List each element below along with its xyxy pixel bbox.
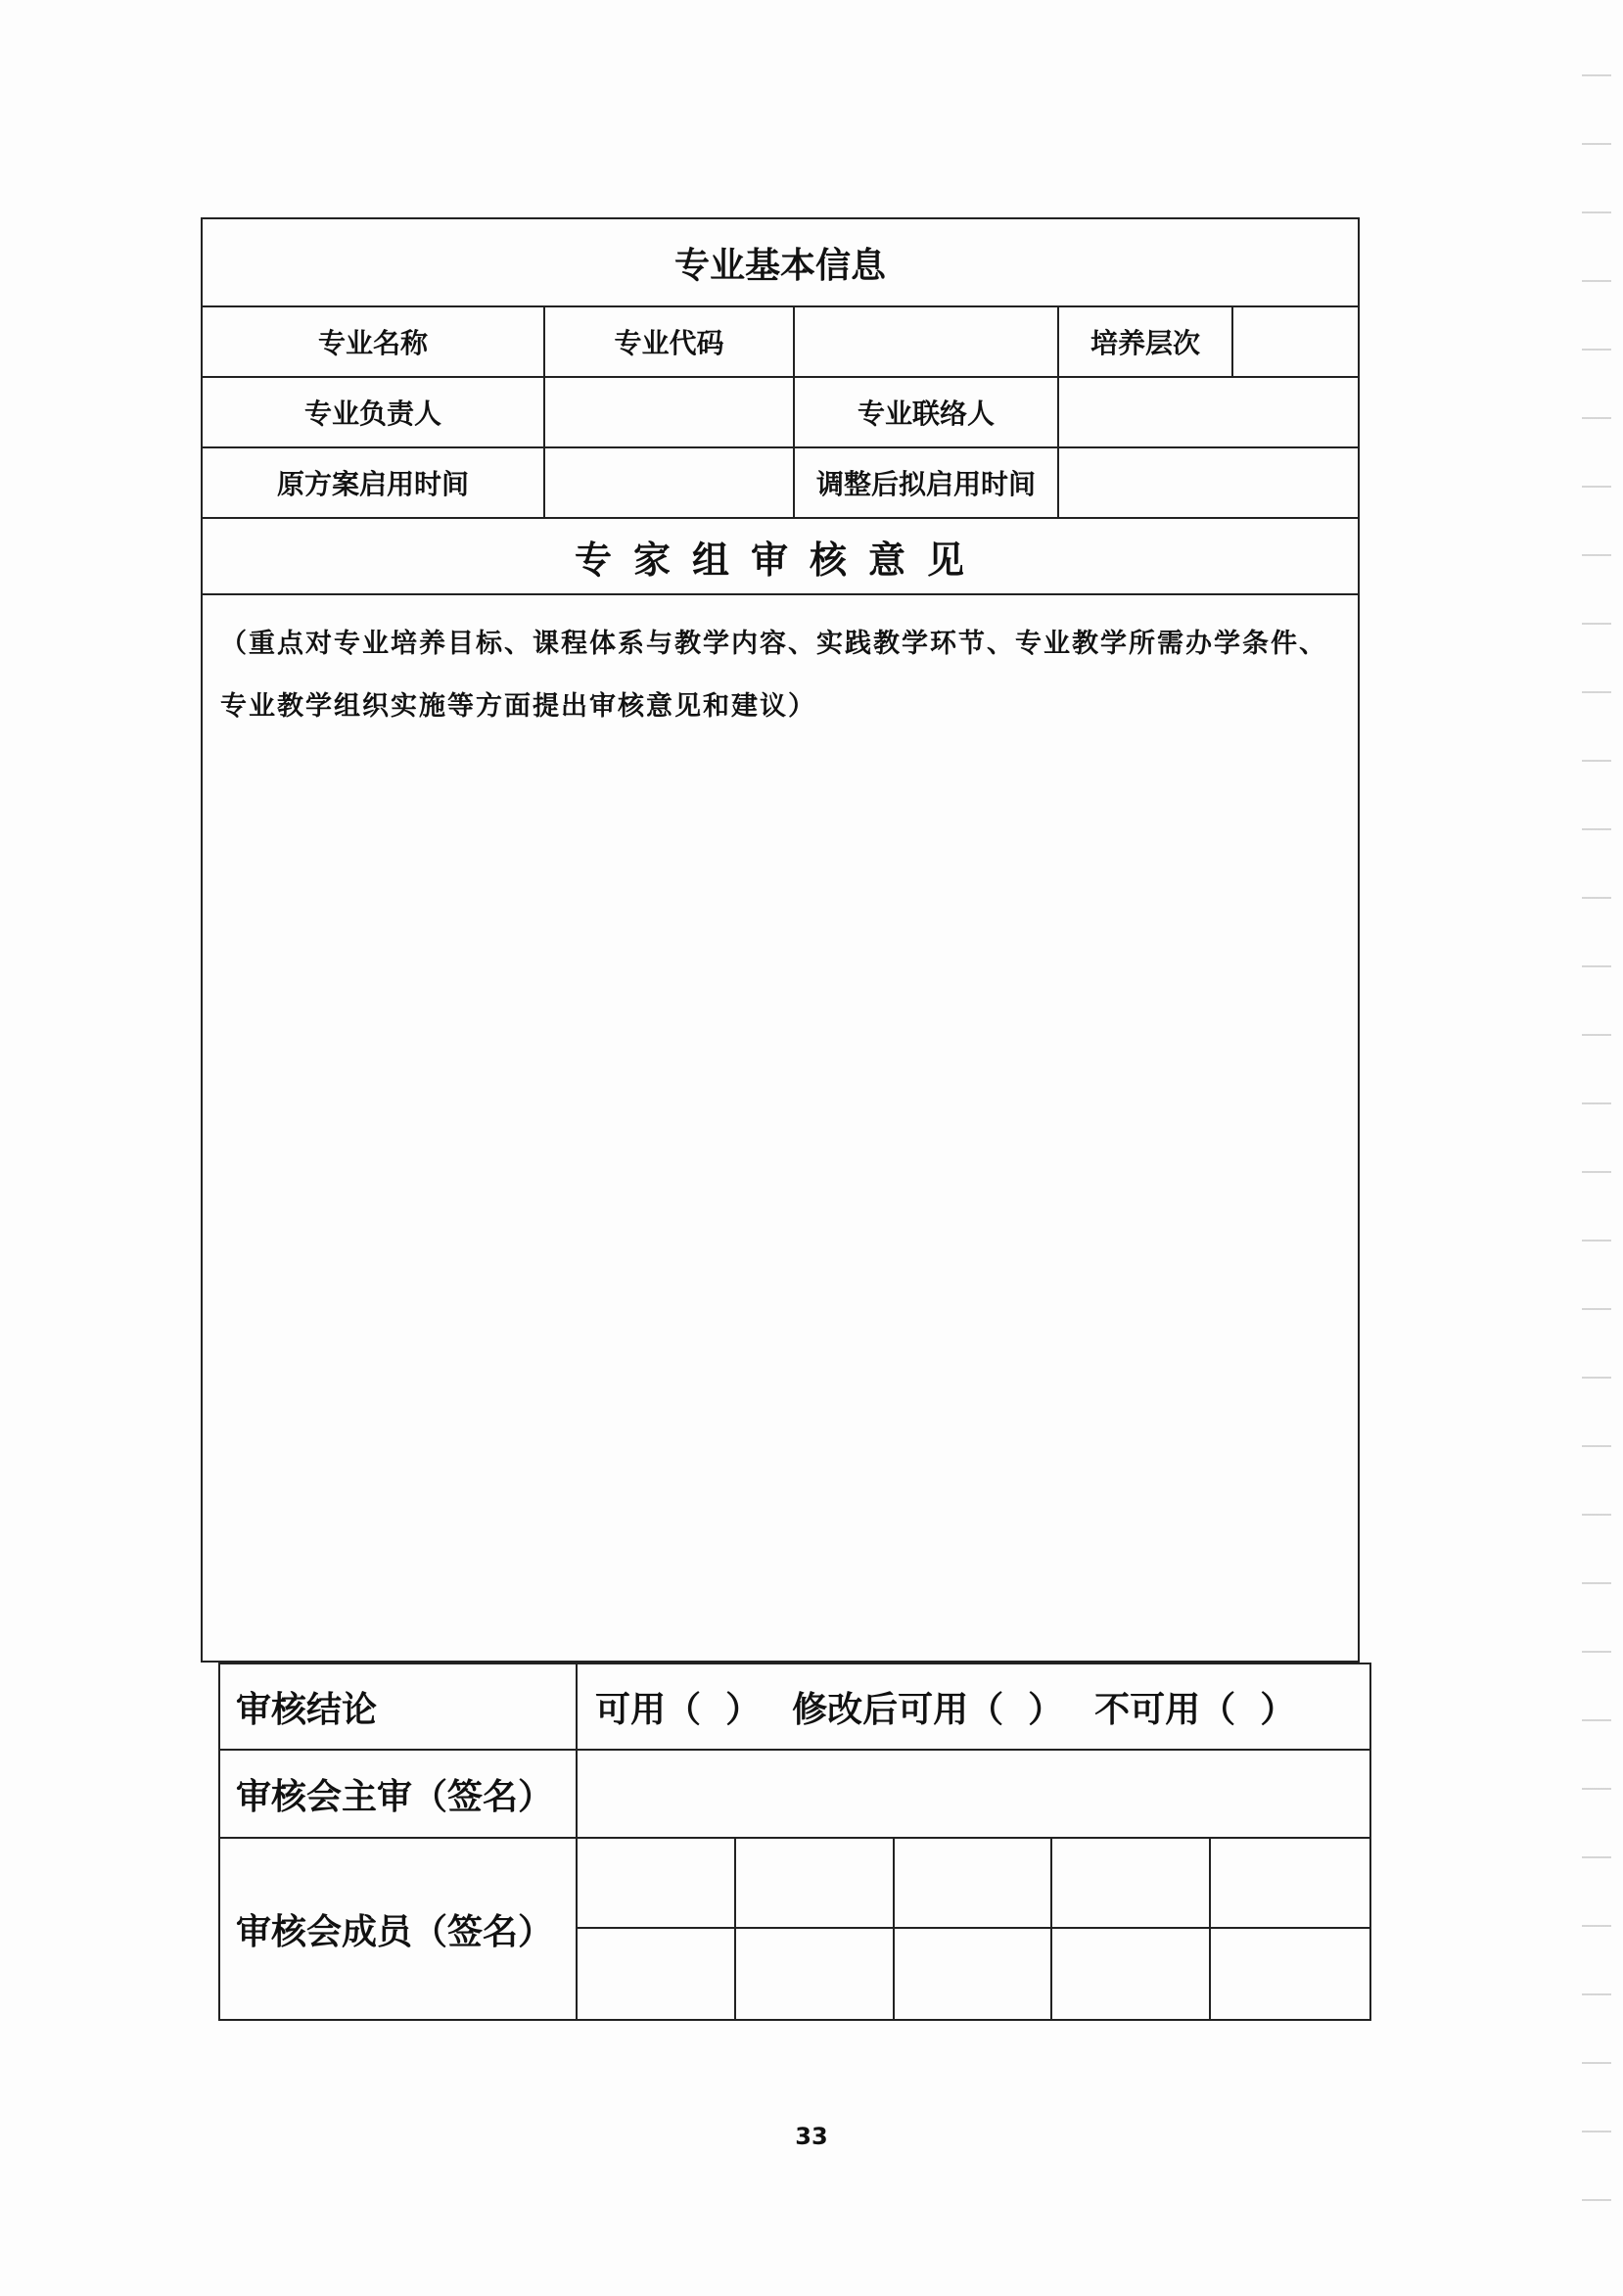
major-code-value[interactable] [795, 307, 1059, 376]
option-not-usable[interactable]: 不可用（ ） [1094, 1689, 1296, 1730]
level-value[interactable] [1233, 307, 1358, 376]
members-label: 审核会成员（签名） [220, 1839, 578, 2019]
member-signature-cell[interactable] [578, 1839, 736, 1929]
major-head-value[interactable] [545, 378, 795, 446]
member-signature-cell[interactable] [1052, 1929, 1211, 2019]
adjusted-start-value[interactable] [1059, 448, 1358, 517]
conclusion-options [578, 1664, 1369, 1749]
expert-opinion-title: 专家组审核意见 [201, 519, 1360, 595]
chief-row [218, 1751, 1371, 1839]
member-signature-cell[interactable] [578, 1929, 736, 2019]
member-signature-cell[interactable] [1211, 1839, 1369, 1929]
basic-info-title: 专业基本信息 [201, 217, 1360, 307]
major-name-label: 专业名称 [203, 307, 545, 376]
member-signature-cell[interactable] [895, 1929, 1053, 2019]
members-row [218, 1839, 1371, 2021]
level-label: 培养层次 [1059, 307, 1233, 376]
expert-opinion-note: （重点对专业培养目标、课程体系与教学内容、实践教学环节、专业教学所需办学条件、专业教学组织实施等方面提出审核意见和建议） [220, 629, 1327, 722]
chief-label: 审核会主审（签名） [220, 1751, 578, 1837]
page-number: 33 [795, 2123, 828, 2150]
original-start-label: 原方案启用时间 [203, 448, 545, 517]
original-start-value[interactable] [545, 448, 795, 517]
scan-edge-artifact [1582, 39, 1611, 2242]
option-usable-after-revision[interactable]: 修改后可用（ ） [792, 1689, 1064, 1730]
member-signature-cell[interactable] [736, 1929, 895, 2019]
option-usable[interactable]: 可用（ ） [595, 1689, 762, 1730]
info-row-2 [201, 378, 1360, 448]
info-row-3 [201, 448, 1360, 519]
major-head-label: 专业负责人 [203, 378, 545, 446]
chief-signature-field[interactable] [578, 1751, 1369, 1837]
adjusted-start-label: 调整后拟启用时间 [795, 448, 1059, 517]
conclusion-label: 审核结论 [220, 1664, 578, 1749]
member-signature-cell[interactable] [1211, 1929, 1369, 2019]
member-signature-cell[interactable] [736, 1839, 895, 1929]
expert-opinion-area[interactable] [201, 595, 1360, 1663]
major-contact-label: 专业联络人 [795, 378, 1059, 446]
major-code-label: 专业代码 [545, 307, 795, 376]
member-signature-cell[interactable] [1052, 1839, 1211, 1929]
review-form [201, 217, 1360, 2021]
info-row-1 [201, 307, 1360, 378]
members-signature-grid [578, 1839, 1369, 2019]
major-contact-value[interactable] [1059, 378, 1358, 446]
conclusion-row [218, 1663, 1371, 1751]
member-signature-cell[interactable] [895, 1839, 1053, 1929]
signature-section [218, 1663, 1371, 2021]
